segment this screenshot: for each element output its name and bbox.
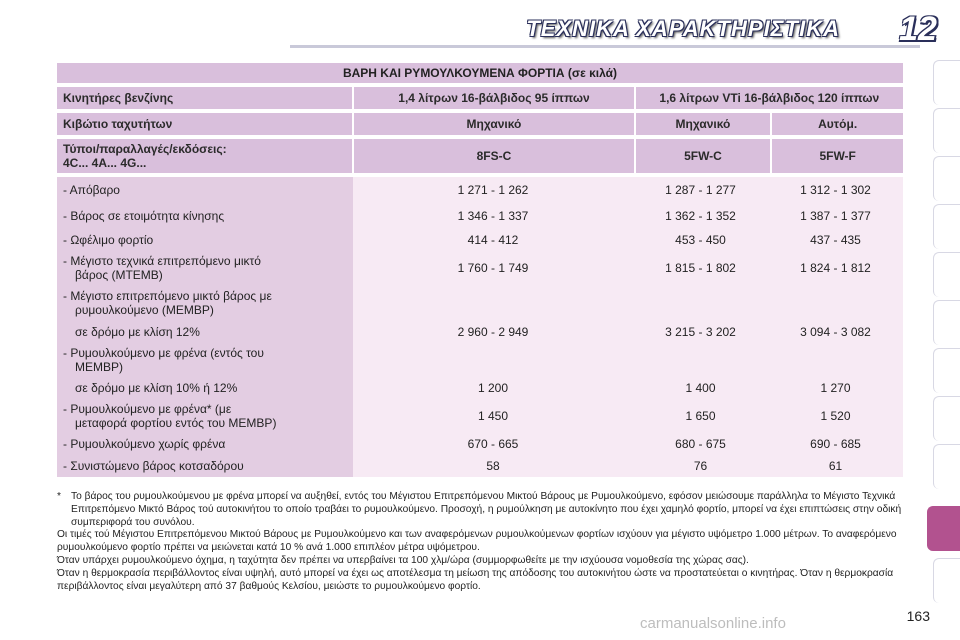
chapter-tab-active[interactable] xyxy=(927,506,960,551)
row-label-line: - Συνιστώμενο βάρος κοτσαδόρου xyxy=(63,459,244,473)
row-value: 1 520 xyxy=(820,409,851,423)
table-banner: ΒΑΡΗ ΚΑΙ ΡΥΜΟΥΛΚΟΥΜΕΝΑ ΦΟΡΤΙΑ (σε κιλά) xyxy=(57,63,903,83)
row-value: 61 xyxy=(828,459,843,473)
types-label-line: Τύποι/παραλλαγές/εκδόσεις: xyxy=(63,142,227,156)
table-row xyxy=(57,177,903,203)
row-value xyxy=(768,285,903,321)
row-label xyxy=(57,177,353,203)
row-label xyxy=(57,203,353,229)
row-label xyxy=(57,433,353,455)
row-value: 1 287 - 1 277 xyxy=(665,183,736,197)
chapter-tab[interactable] xyxy=(933,348,960,393)
row-value: 453 - 450 xyxy=(675,233,726,247)
table-row xyxy=(57,229,903,251)
chapter-number: 12 xyxy=(899,10,937,48)
footnote-text: Το βάρος του ρυμουλκούμενου με φρένα μπορεί να αυξηθεί, εντός του Μέγιστου Επιτρεπόμενου Μικτού Βάρους με Ρυμουλκούμενο, εφόσον μειώσουμε παράλληλα το Μέγιστο Τεχνικά Επιτρεπόμενο Μικτό Βάρος τού αυτοκινήτου το οποίο τραβάει το ρυμουλκούμενο. Προσοχή, η ρυμούλκηση με αυτοκίνητο που έχει χαμηλό φορτίο, μπορεί να έχει επιπτώσεις στην οδική συμπεριφορά του συνόλου. xyxy=(71,491,902,528)
table-row xyxy=(57,203,903,229)
row-label xyxy=(57,321,353,343)
types-label xyxy=(57,139,352,173)
types-row xyxy=(57,139,903,173)
chapter-tab[interactable] xyxy=(933,558,960,603)
row-value: 1 271 - 1 262 xyxy=(457,183,529,197)
table-row xyxy=(57,285,903,321)
row-value xyxy=(353,343,633,377)
row-value: 1 450 xyxy=(477,409,509,423)
row-value: 1 400 xyxy=(685,381,716,395)
row-label-line: μεταφορά φορτίου εντός του ΜΕΜΒΡ) xyxy=(75,416,277,430)
row-value xyxy=(768,343,903,377)
row-value: 414 - 412 xyxy=(467,233,519,247)
gearbox-label: Κιβώτιο ταχυτήτων xyxy=(57,113,352,135)
row-label-line: ρυμουλκούμενο (ΜΕΜΒΡ) xyxy=(75,303,214,317)
types-label-line: 4C... 4A... 4G... xyxy=(63,156,147,170)
table-row xyxy=(57,321,903,343)
table-row xyxy=(57,251,903,285)
row-value xyxy=(353,285,633,321)
page-number: 163 xyxy=(906,608,930,624)
chapter-tab[interactable] xyxy=(933,156,960,201)
note-speed: Όταν υπάρχει ρυμουλκούμενο όχημα, η ταχύτητα δεν πρέπει να υπερβαίνει τα 100 χλμ/ώρα (συμμορφωθείτε με την ισχύουσα νομοθεσία της χώρας σας). xyxy=(57,554,749,566)
footnotes xyxy=(57,491,913,593)
row-value: 3 215 - 3 202 xyxy=(665,325,736,339)
row-value: 1 760 - 1 749 xyxy=(457,261,529,275)
table-body xyxy=(57,177,903,477)
row-label-line: βάρος (ΜΤΕΜΒ) xyxy=(75,268,163,282)
row-label-line: - Βάρος σε ετοιμότητα κίνησης xyxy=(63,209,225,223)
chapter-tab[interactable] xyxy=(933,60,960,105)
row-value: 1 200 xyxy=(477,381,509,395)
type-1: 8FS-C xyxy=(354,139,633,173)
row-label xyxy=(57,455,353,477)
row-value: 690 - 685 xyxy=(810,437,861,451)
row-value: 2 960 - 2 949 xyxy=(457,325,529,339)
row-label xyxy=(57,251,353,285)
row-value: 76 xyxy=(693,459,708,473)
chapter-tab[interactable] xyxy=(933,396,960,441)
row-label-line: σε δρόμο με κλίση 12% xyxy=(75,325,200,339)
row-value: 680 - 675 xyxy=(675,437,726,451)
row-label-line: ΜΕΜΒΡ) xyxy=(75,360,123,374)
row-label-line: - Απόβαρο xyxy=(63,183,120,197)
gearbox-row xyxy=(57,113,903,135)
engine-1: 1,4 λίτρων 16-βάλβιδος 95 ίππων xyxy=(354,87,633,109)
row-label-line: - Ρυμουλκούμενο με φρένα (εντός του xyxy=(63,346,264,360)
table-row xyxy=(57,433,903,455)
row-label-line: - Ρυμουλκούμενο με φρένα* (με xyxy=(63,402,232,416)
chapter-tab[interactable] xyxy=(933,252,960,297)
row-label xyxy=(57,285,353,321)
row-value xyxy=(633,285,768,321)
row-value xyxy=(633,343,768,377)
table-row xyxy=(57,455,903,477)
engines-label: Κινητήρες βενζίνης xyxy=(57,87,352,109)
watermark: carmanualsonline.info xyxy=(640,615,786,632)
chapter-tab[interactable] xyxy=(933,444,960,489)
row-value: 1 824 - 1 812 xyxy=(800,261,871,275)
page-header xyxy=(0,0,960,52)
row-value: 1 362 - 1 352 xyxy=(665,209,736,223)
chapter-tabs xyxy=(930,60,960,620)
row-value: 670 - 665 xyxy=(467,437,519,451)
note-temperature: Όταν η θερμοκρασία περιβάλλοντος είναι υψηλή, αυτό μπορεί να έχει ως αποτέλεσμα τη μείωση της απόδοσης του αυτοκινήτου ώστε να προστατεύεται ο κινητήρας. Όταν η θερμοκρασία περιβάλλοντος είναι μεγαλύτερη από 37 βαθμούς Κελσίου, μειώστε το ρυμουλκούμενο φορτίο. xyxy=(57,567,894,592)
row-label xyxy=(57,343,353,377)
engines-row xyxy=(57,87,903,109)
table-row xyxy=(57,343,903,377)
asterisk: * xyxy=(57,491,61,502)
row-value: 1 650 xyxy=(685,409,716,423)
footnote-star xyxy=(57,491,913,529)
row-label-line: - Μέγιστο τεχνικά επιτρεπόμενο μικτό xyxy=(63,254,261,268)
row-label-line: - Ρυμουλκούμενο χωρίς φρένα xyxy=(63,437,226,451)
table-row xyxy=(57,399,903,433)
row-value: 1 270 xyxy=(820,381,851,395)
row-value: 1 387 - 1 377 xyxy=(800,209,871,223)
gearbox-1: Μηχανικό xyxy=(354,113,633,135)
row-value: 1 346 - 1 337 xyxy=(457,209,529,223)
row-label xyxy=(57,399,353,433)
table-row xyxy=(57,377,903,399)
row-label xyxy=(57,377,353,399)
row-value: 437 - 435 xyxy=(810,233,861,247)
row-value: 3 094 - 3 082 xyxy=(800,325,871,339)
type-2: 5FW-C xyxy=(636,139,771,173)
row-label xyxy=(57,229,353,251)
chapter-tab[interactable] xyxy=(933,300,960,345)
note-altitude: Οι τιμές τού Μέγιστου Επιτρεπόμενου Μικτού Βάρους με Ρυμουλκούμενο και των αναφερόμενων ρυμουλκούμενων φορτίων ισχύουν για μέγιστο υψόμετρο 1.000 μέτρων. Το αναφερόμενο ρυμουλκούμενο φορτίο πρέπει να μειώνεται κατά 10 % ανά 1.000 επιπλέον μέτρα υψόμετρου. xyxy=(57,529,897,554)
row-label-line: - Μέγιστο επιτρεπόμενο μικτό βάρος με xyxy=(63,289,272,303)
row-value: 1 815 - 1 802 xyxy=(665,261,736,275)
row-label-line: - Ωφέλιμο φορτίο xyxy=(63,233,154,247)
header-rule xyxy=(290,45,920,48)
chapter-title: ΤΕΧΝΙΚΑ ΧΑΡΑΚΤΗΡΙΣΤΙΚΑ xyxy=(526,16,840,41)
weights-table xyxy=(57,63,903,477)
row-label-line: σε δρόμο με κλίση 10% ή 12% xyxy=(75,381,238,395)
engine-2: 1,6 λίτρων VTi 16-βάλβιδος 120 ίππων xyxy=(636,87,903,109)
chapter-tab[interactable] xyxy=(933,108,960,153)
row-value: 58 xyxy=(486,459,500,473)
gearbox-3: Αυτόμ. xyxy=(772,113,903,135)
gearbox-2: Μηχανικό xyxy=(636,113,771,135)
type-3: 5FW-F xyxy=(772,139,903,173)
row-value: 1 312 - 1 302 xyxy=(800,183,871,197)
chapter-tab[interactable] xyxy=(933,204,960,249)
